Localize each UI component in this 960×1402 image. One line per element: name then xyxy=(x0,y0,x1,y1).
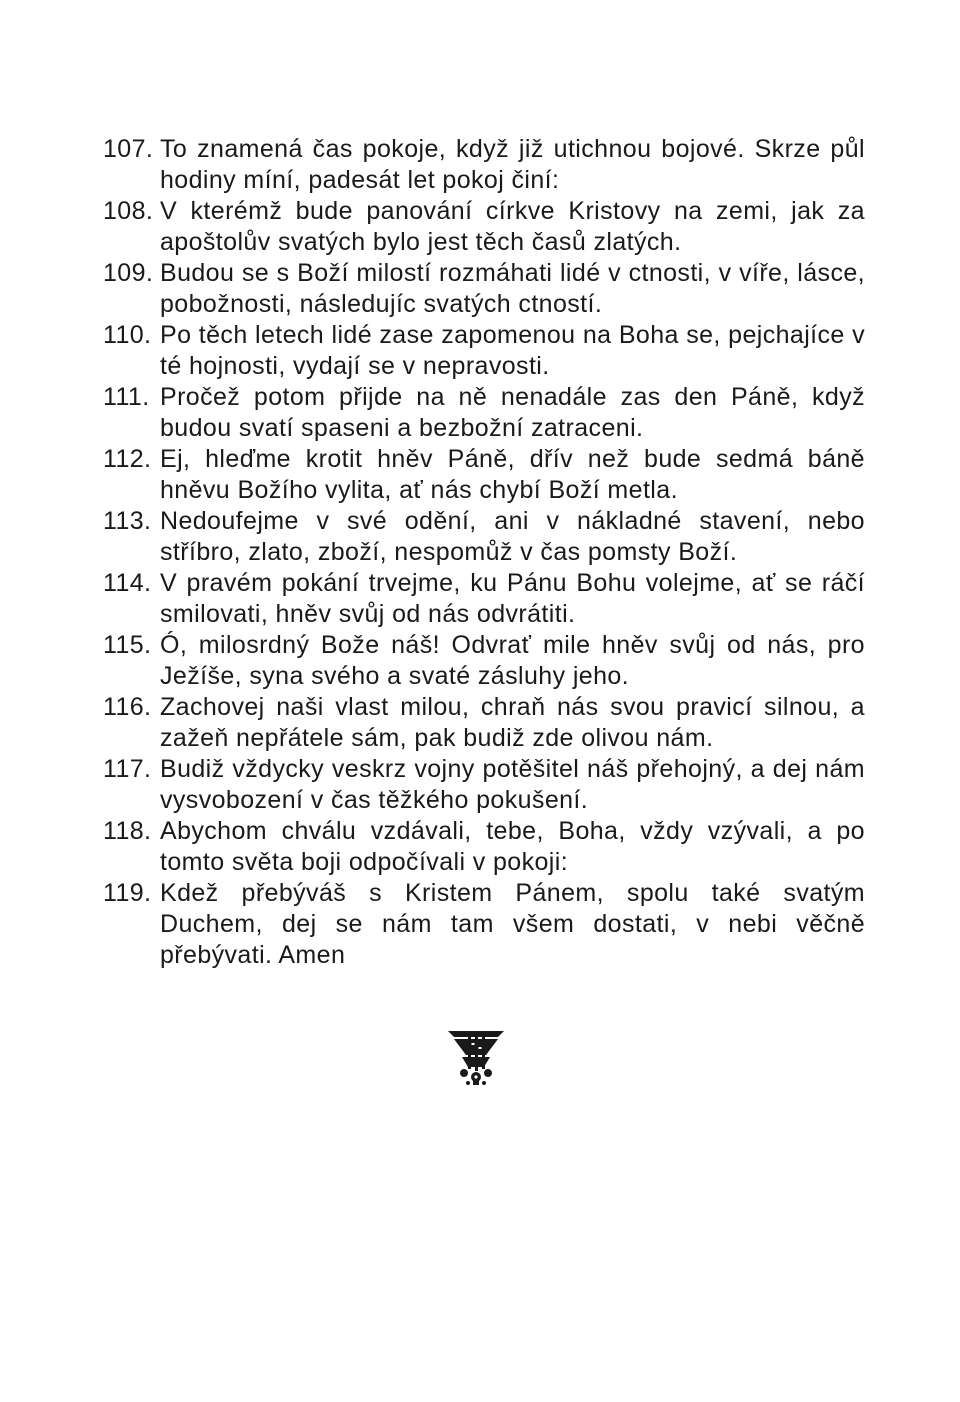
verse-number: 111. xyxy=(103,383,150,411)
verse-number: 112. xyxy=(103,445,152,473)
verse-item xyxy=(103,568,865,630)
verse-number: 109. xyxy=(103,259,154,287)
verse-text: Budiž vždycky veskrz vojny potěšitel náš přehojný, a dej nám vysvobození v čas těžkého pokušení. xyxy=(160,755,865,814)
verse-item xyxy=(103,196,865,258)
verse-number: 108. xyxy=(103,197,154,225)
verse-text: Budou se s Boží milostí rozmáhati lidé v ctnosti, v víře, lásce, pobožnosti, následujíc svatých ctností. xyxy=(160,259,865,318)
verse-item xyxy=(103,320,865,382)
verse-item xyxy=(103,382,865,444)
verse-number: 118. xyxy=(103,817,152,845)
verse-text: V kterémž bude panování církve Kristovy na zemi, jak za apoštolův svatých bylo jest těch časů zlatých. xyxy=(160,197,865,256)
verse-item xyxy=(103,754,865,816)
verse-number: 114. xyxy=(103,569,152,597)
verse-text: Abychom chválu vzdávali, tebe, Boha, vždy vzývali, a po tomto světa boji odpočívali v pokoji: xyxy=(160,817,865,876)
verse-number: 107. xyxy=(103,135,154,163)
verse-text: Kdež přebýváš s Kristem Pánem, spolu také svatým Duchem, dej se nám tam všem dostati, v nebi věčně přebývati. Amen xyxy=(160,879,865,969)
verse-number: 115. xyxy=(103,631,152,659)
verse-text: Nedoufejme v své odění, ani v nákladné stavení, nebo stříbro, zlato, zboží, nespomůž v čas pomsty Boží. xyxy=(160,507,865,566)
verse-item xyxy=(103,258,865,320)
verse-number: 116. xyxy=(103,693,152,721)
verse-text: Po těch letech lidé zase zapomenou na Boha se, pejchajíce v té hojnosti, vydají se v nepravosti. xyxy=(160,321,865,380)
verse-item xyxy=(103,878,865,971)
verse-text: Zachovej naši vlast milou, chraň nás svou pravicí silnou, a zažeň nepřátele sám, pak budiž zde olivou nám. xyxy=(160,693,865,752)
verse-text: Pročež potom přijde na ně nenadále zas den Páně, když budou svatí spaseni a bezbožní zatraceni. xyxy=(160,383,865,442)
verse-item xyxy=(103,630,865,692)
verse-item xyxy=(103,506,865,568)
verse-text: Ej, hleďme krotit hněv Páně, dřív než bude sedmá báně hněvu Božího vylita, ať nás chybí Boží metla. xyxy=(160,445,865,504)
verse-number: 119. xyxy=(103,879,152,907)
verse-item xyxy=(103,444,865,506)
verse-text: Ó, milosrdný Bože náš! Odvrať mile hněv svůj od nás, pro Ježíše, syna svého a svaté zásluhy jeho. xyxy=(160,631,865,690)
verse-number: 110. xyxy=(103,321,152,349)
verse-number: 113. xyxy=(103,507,152,535)
printers-mark-icon xyxy=(446,1029,506,1087)
verse-list xyxy=(103,134,865,971)
verse-item xyxy=(103,134,865,196)
verse-item xyxy=(103,816,865,878)
verse-text: V pravém pokání trvejme, ku Pánu Bohu volejme, ať se ráčí smilovati, hněv svůj od nás odvrátiti. xyxy=(160,569,865,628)
verse-item xyxy=(103,692,865,754)
verse-text: To znamená čas pokoje, když již utichnou bojové. Skrze půl hodiny míní, padesát let pokoj činí: xyxy=(160,135,865,194)
verse-number: 117. xyxy=(103,755,152,783)
